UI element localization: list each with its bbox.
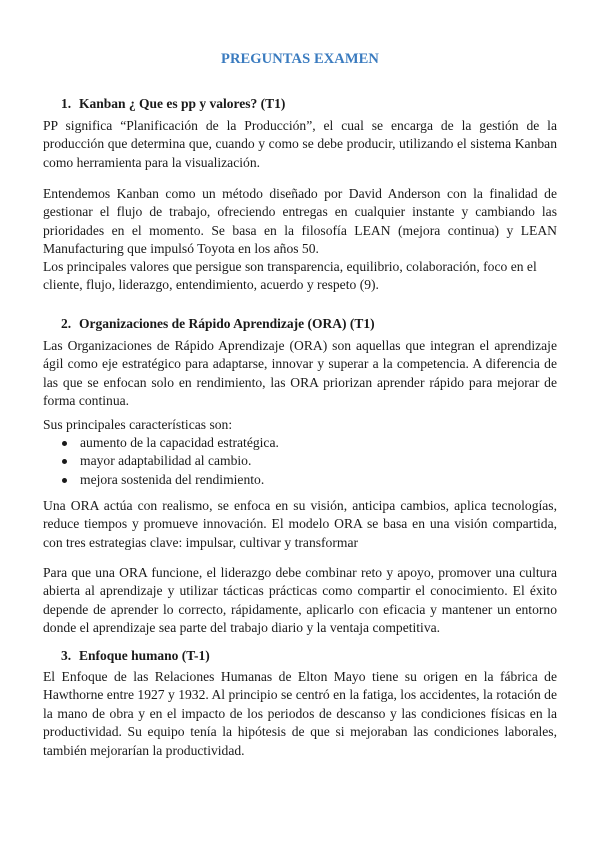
bullet-icon (62, 441, 67, 446)
list-item: mayor adaptabilidad al cambio. (43, 452, 557, 470)
section-2-paragraph-3: Una ORA actúa con realismo, se enfoca en su visión, anticipa cambios, aplica tecnologías, reduce tiempos y promueve innovación. El modelo ORA se basa en una visión compartida, con tres estrategias clave: impulsar, cultivar y transformar (43, 498, 557, 550)
section-3-heading (61, 648, 210, 664)
section-number: 2. (61, 316, 72, 331)
section-2-paragraph-4: Para que una ORA funcione, el liderazgo debe combinar reto y apoyo, promover una cultura abierta al aprendizaje y utilizar tácticas prácticas como compartir el conocimiento. El éxito depende de aprender lo correcto, rápidamente, aplicarlo con eficacia y mantener un entorno donde el aprendizaje sea parte del trabajo diario y la ventaja competitiva. (43, 565, 557, 636)
section-2-paragraph-1: Las Organizaciones de Rápido Aprendizaje (ORA) son aquellas que integran el aprendizaje ágil como eje estratégico para adaptarse, innovar y superar a la competencia. A diferencia de las que se enfocan solo en rendimiento, las ORA priorizan aprender rápido para mejorar de forma continua. (43, 338, 557, 409)
bullet-icon (62, 459, 67, 464)
document-title: PREGUNTAS EXAMEN (220, 51, 380, 67)
characteristics-list (43, 434, 557, 489)
list-item: mejora sostenida del rendimiento. (43, 471, 557, 489)
section-1-paragraph-1: PP significa “Planificación de la Producción”, el cual se encarga de la gestión de la producción que determina que, cuando y como se debe producir, utilizando el sistema Kanban como herramienta para la visualización. (43, 118, 557, 170)
section-2-heading (61, 316, 375, 332)
section-title: Organizaciones de Rápido Aprendizaje (ORA) (T1) (79, 316, 375, 331)
section-number: 1. (61, 96, 72, 111)
section-2-paragraph-2: Sus principales características son: (43, 417, 233, 432)
section-1-paragraph-3: Los principales valores que persigue son transparencia, equilibrio, colaboración, foco en el cliente, flujo, liderazgo, entendimiento, acuerdo y respeto (9). (43, 259, 537, 293)
section-number: 3. (61, 648, 72, 663)
section-3-paragraph-1: El Enfoque de las Relaciones Humanas de Elton Mayo tiene su origen en la fábrica de Hawthorne entre 1927 y 1932. Al principio se centró en la fatiga, los accidentes, la rotación de la mano de obra y en el impacto de los periodos de descanso y las condiciones físicas en la productividad. Su equipo tenía la hipótesis de que si mejoraban las condiciones laborales, también mejorarían la productividad. (43, 669, 557, 758)
bullet-icon (62, 478, 67, 483)
section-1-paragraph-2: Entendemos Kanban como un método diseñado por David Anderson con la finalidad de gestionar el flujo de trabajo, ofreciendo entregas en cualquier instante y cambiando las prioridades en el momento. Se basa en la filosofía LEAN (mejora continua) y LEAN Manufacturing que impulsó Toyota en los años 50. (43, 186, 557, 257)
list-item: aumento de la capacidad estratégica. (43, 434, 557, 452)
section-title: Enfoque humano (T-1) (79, 648, 210, 663)
section-title: Kanban ¿ Que es pp y valores? (T1) (79, 96, 286, 111)
section-1-heading (61, 96, 285, 112)
